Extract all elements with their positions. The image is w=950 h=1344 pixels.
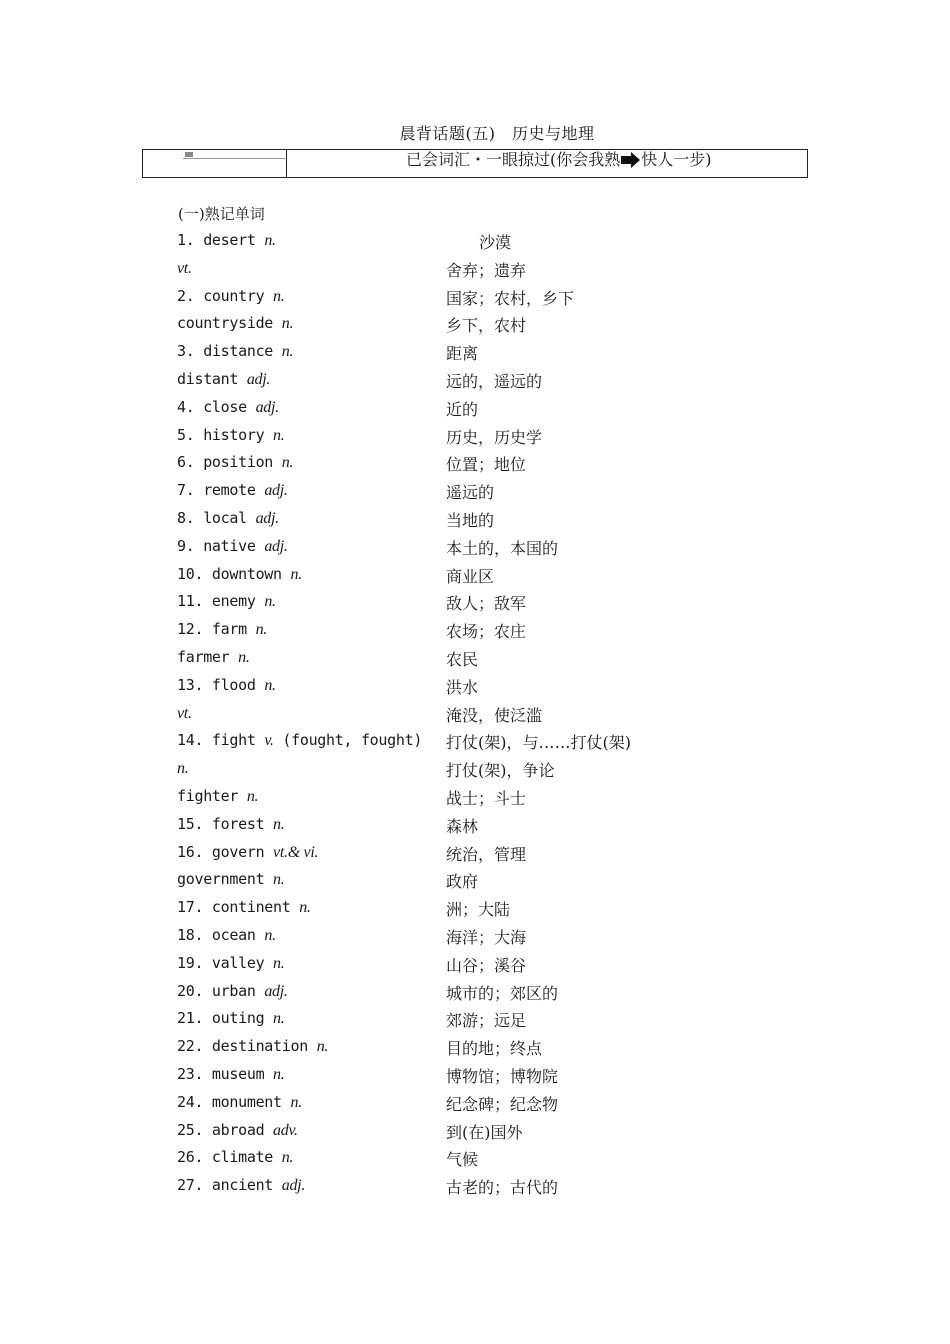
page-title: 晨背话题(五) 历史与地理: [399, 124, 595, 143]
vocab-word: [177, 926, 276, 945]
word-text: distant: [177, 369, 247, 388]
vocab-meaning: 气候: [446, 1150, 479, 1170]
vocab-word: [177, 231, 276, 250]
vocab-row: [0, 476, 950, 504]
vocab-row: [0, 699, 950, 727]
vocab-row: [0, 337, 950, 365]
part-of-speech: adj.: [264, 482, 288, 500]
word-text: 23. museum: [177, 1064, 274, 1083]
vocab-meaning: 淹没，使泛滥: [446, 705, 543, 725]
vocab-meaning: 目的地；终点: [446, 1039, 543, 1059]
vocab-row: [0, 532, 950, 560]
vocab-row: [0, 1032, 950, 1060]
part-of-speech: n.: [273, 287, 285, 305]
part-of-speech: n.: [273, 871, 285, 889]
word-text: 6. position: [177, 453, 282, 472]
vocab-word: [177, 843, 318, 862]
word-text: 24. monument: [177, 1092, 291, 1111]
vocab-row: [0, 1088, 950, 1116]
vocab-meaning: 打仗(架)，争论: [446, 761, 555, 781]
vocab-row: [0, 977, 950, 1005]
part-of-speech: n.: [238, 648, 250, 666]
part-of-speech: vt.: [177, 704, 192, 722]
word-text: fighter: [177, 786, 247, 805]
vocab-word: [177, 1065, 284, 1084]
vocab-meaning: 敌人；敌军: [446, 594, 527, 614]
vocab-row: [0, 504, 950, 532]
part-of-speech: n.: [290, 565, 302, 583]
word-text: 10. downtown: [177, 564, 291, 583]
vocab-meaning: 距离: [446, 344, 479, 364]
part-of-speech: n.: [273, 1065, 285, 1083]
banner-text: [406, 150, 712, 177]
vocab-word: [177, 676, 276, 695]
vocab-word: [177, 815, 284, 834]
part-of-speech: n.: [281, 315, 294, 333]
vocab-word: [177, 398, 279, 417]
vocab-row: [0, 421, 950, 449]
vocabulary-list: [0, 226, 950, 1199]
part-of-speech: n.: [281, 454, 294, 472]
vocab-word: [177, 648, 250, 667]
section-banner: [142, 149, 808, 178]
vocab-meaning: 郊游；远足: [446, 1011, 527, 1031]
vocab-row: [0, 643, 950, 671]
vocab-word: [177, 1176, 305, 1195]
vocab-meaning: 政府: [446, 872, 479, 892]
vocab-row: [0, 282, 950, 310]
right-arrow-icon: [620, 149, 641, 169]
vocab-word: [177, 787, 258, 806]
vocab-row: [0, 365, 950, 393]
part-of-speech: n.: [281, 343, 294, 361]
vocab-meaning: 历史，历史学: [446, 427, 543, 447]
word-text: 15. forest: [177, 814, 274, 833]
vocab-word: [177, 1121, 298, 1140]
vocab-meaning: 遥远的: [446, 483, 495, 503]
small-image-icon: [185, 152, 193, 157]
vocab-word: [177, 453, 293, 472]
vocab-meaning: 统治，管理: [446, 844, 527, 864]
word-text: 1. desert: [177, 231, 265, 249]
vocab-row: [0, 1060, 950, 1088]
vocab-row: [0, 587, 950, 615]
word-text: 4. close: [177, 397, 256, 416]
word-text: 11. enemy: [177, 592, 265, 611]
section-heading: (一)熟记单词: [178, 205, 265, 223]
vocab-row: [0, 865, 950, 893]
vocab-row: [0, 921, 950, 949]
vocab-meaning: 到(在)国外: [446, 1122, 523, 1142]
vocab-meaning: 战士；斗士: [446, 788, 527, 808]
part-of-speech: adv.: [273, 1121, 298, 1139]
word-text: 14. fight: [177, 731, 265, 750]
vocab-row: [0, 560, 950, 588]
part-of-speech: adj.: [281, 1177, 306, 1195]
vocab-row: [0, 810, 950, 838]
vocab-meaning: 打仗(架)，与……打仗(架): [446, 733, 631, 753]
vocab-row: [0, 671, 950, 699]
vocab-row: [0, 782, 950, 810]
part-of-speech: v.: [264, 732, 274, 750]
vocab-meaning: 纪念碑；纪念物: [446, 1094, 559, 1114]
vocab-meaning: 博物馆；博物院: [446, 1066, 559, 1086]
word-text: 13. flood: [177, 675, 265, 694]
vocab-word: [177, 898, 311, 917]
word-text: 8. local: [177, 508, 256, 527]
vocab-meaning: 商业区: [446, 566, 495, 586]
part-of-speech: n.: [177, 760, 189, 778]
vocab-word: [177, 426, 284, 445]
vocab-row: [0, 1004, 950, 1032]
vocab-row: [0, 838, 950, 866]
banner-left-cell: [143, 150, 287, 177]
vocab-row: [0, 1116, 950, 1144]
banner-text-part-2: 快人一步): [641, 150, 712, 169]
part-of-speech: n.: [273, 426, 285, 444]
vocab-word: [177, 1009, 284, 1028]
part-of-speech: n.: [264, 593, 276, 611]
part-of-speech: n.: [246, 787, 259, 805]
vocab-row: [0, 254, 950, 282]
part-of-speech: vt.: [177, 259, 192, 277]
vocab-word: [177, 1093, 302, 1112]
vocab-word: [177, 759, 188, 778]
vocab-meaning: 位置；地位: [446, 455, 527, 475]
vocab-meaning: 海洋；大海: [446, 927, 527, 947]
vocab-meaning: 近的: [446, 399, 479, 419]
word-text: 9. native: [177, 536, 265, 555]
word-text: farmer: [177, 647, 239, 666]
vocab-row: [0, 226, 950, 254]
vocab-row: [0, 393, 950, 421]
vocab-word: [177, 481, 288, 500]
word-text: 26. climate: [177, 1148, 282, 1167]
vocab-row: [0, 615, 950, 643]
part-of-speech: n.: [273, 1010, 285, 1028]
part-of-speech: n.: [264, 232, 276, 249]
vocab-word: [177, 704, 192, 723]
word-text: 7. remote: [177, 481, 265, 500]
vocab-word: [177, 370, 270, 389]
part-of-speech: n.: [273, 815, 285, 833]
vocab-row: [0, 726, 950, 754]
banner-text-part-1: 已会词汇・一眼掠过(你会我熟: [406, 150, 621, 169]
vocab-word: [177, 509, 279, 528]
vocab-word: [177, 287, 284, 306]
word-text: 21. outing: [177, 1009, 274, 1028]
vocab-row: [0, 754, 950, 782]
vocab-word: [177, 982, 288, 1001]
vocab-meaning: 山谷；溪谷: [446, 955, 527, 975]
vocab-row: [0, 1143, 950, 1171]
part-of-speech: adj.: [255, 398, 279, 416]
word-text: government: [177, 870, 274, 889]
word-text: 18. ocean: [177, 925, 265, 944]
vocab-meaning: 国家；农村，乡下: [446, 288, 575, 308]
part-of-speech: n.: [264, 676, 276, 694]
part-of-speech: n.: [290, 1093, 302, 1111]
word-text: countryside: [177, 314, 282, 333]
vocab-word: [177, 565, 302, 584]
part-of-speech: adj.: [246, 370, 271, 388]
vocab-meaning: 远的，遥远的: [446, 371, 543, 391]
vocab-meaning: 沙漠: [479, 233, 512, 252]
vocab-meaning: 本土的，本国的: [446, 538, 559, 558]
vocab-meaning: 农场；农庄: [446, 622, 527, 642]
vocab-meaning: 洲；大陆: [446, 900, 511, 920]
part-of-speech: vt.& vi.: [273, 843, 319, 861]
vocab-meaning: 当地的: [446, 510, 495, 530]
word-text: 27. ancient: [177, 1176, 282, 1195]
vocab-word: [177, 592, 276, 611]
word-text: 22. destination: [177, 1037, 317, 1056]
vocab-meaning: 舍弃；遗弃: [446, 260, 527, 280]
part-of-speech: adj.: [264, 537, 288, 555]
vocab-meaning: 洪水: [446, 677, 479, 697]
vocab-word: [177, 537, 288, 556]
word-text: 3. distance: [177, 342, 282, 361]
word-text: 17. continent: [177, 898, 300, 917]
vocab-word: [177, 954, 284, 973]
vocab-row: [0, 309, 950, 337]
vocab-word: [177, 870, 284, 889]
word-text: 20. urban: [177, 981, 265, 1000]
part-of-speech: n.: [255, 621, 267, 639]
part-of-speech: n.: [281, 1149, 294, 1167]
vocab-word: [177, 1037, 328, 1056]
vocab-word: [177, 1148, 293, 1167]
part-of-speech: n.: [273, 954, 285, 972]
word-text: 5. history: [177, 425, 274, 444]
word-text: 2. country: [177, 286, 274, 305]
word-text: 12. farm: [177, 620, 256, 639]
vocab-row: [0, 949, 950, 977]
vocab-word: [177, 259, 192, 278]
part-of-speech: adj.: [264, 982, 288, 1000]
vocab-meaning: 古老的；古代的: [446, 1178, 559, 1198]
vocab-meaning: 乡下，农村: [446, 316, 527, 336]
vocab-row: [0, 1171, 950, 1199]
part-of-speech: adj.: [255, 509, 279, 527]
vocab-word: [177, 342, 293, 361]
word-text: 25. abroad: [177, 1120, 274, 1139]
word-text: 19. valley: [177, 953, 274, 972]
part-of-speech: n.: [299, 899, 311, 917]
vocab-meaning: 森林: [446, 816, 479, 836]
vocab-word: [177, 314, 293, 333]
vocab-row: [0, 893, 950, 921]
word-forms: (fought, fought): [273, 731, 423, 750]
vocab-meaning: 城市的；郊区的: [446, 983, 559, 1003]
vocab-meaning: 农民: [446, 649, 479, 669]
part-of-speech: n.: [316, 1038, 329, 1056]
banner-rule: [183, 158, 285, 159]
vocab-word: [177, 620, 267, 639]
part-of-speech: n.: [264, 926, 276, 944]
word-text: 16. govern: [177, 842, 274, 861]
vocab-word: [177, 731, 422, 750]
vocab-row: [0, 448, 950, 476]
